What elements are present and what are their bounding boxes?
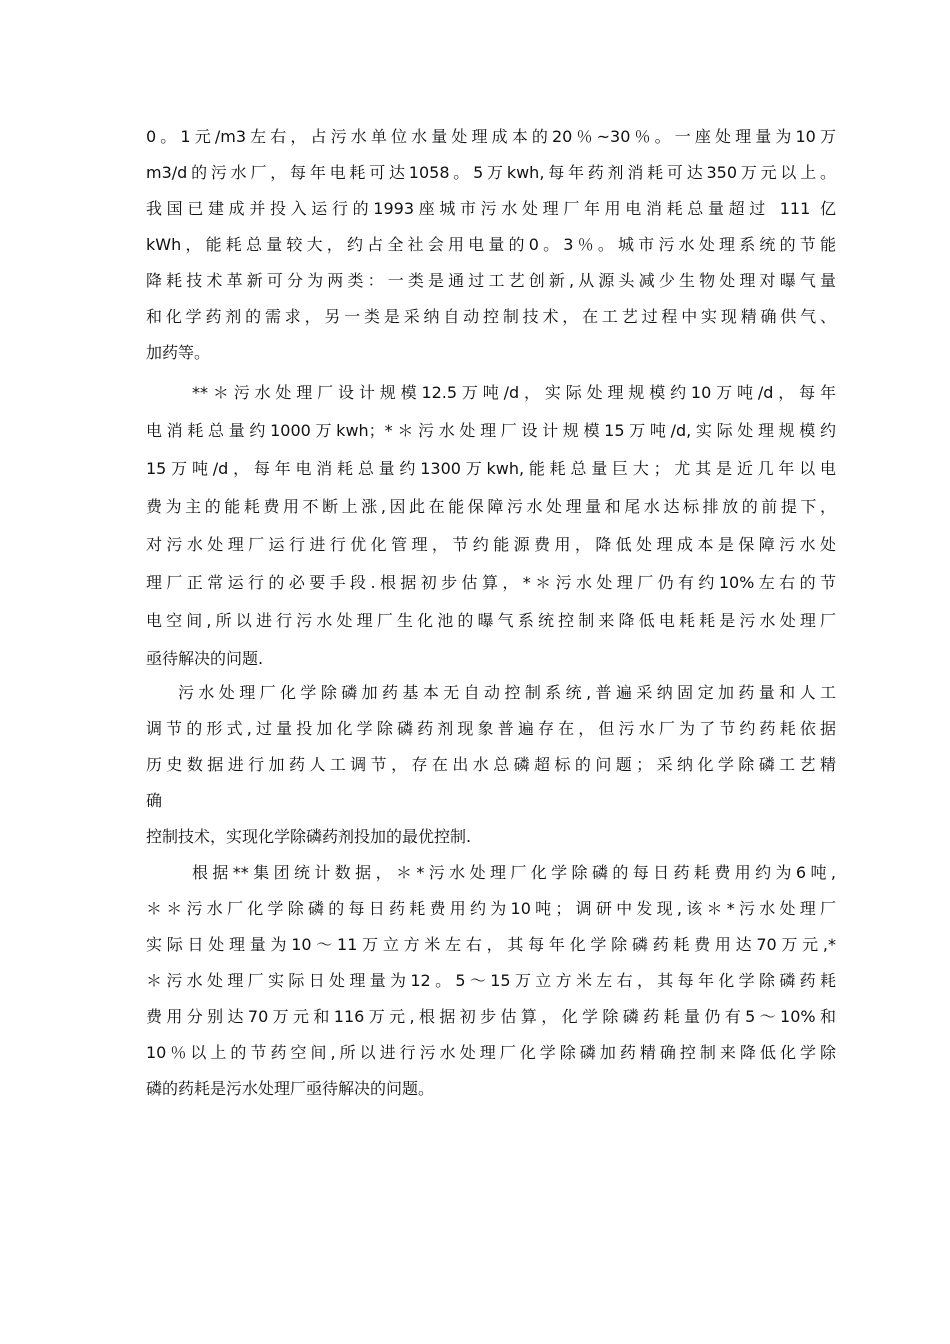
paragraph-4-line-4: ＊污水处理厂实际日处理量为12。5～15万立方米左右，其每年化学除磷药耗 <box>146 971 836 990</box>
paragraph-2-line-8: 亟待解决的问题. <box>146 649 264 668</box>
paragraph-2-line-1: **＊污水处理厂设计规模12.5万吨/d，实际处理规模约10万吨/d，每年 <box>192 383 836 402</box>
paragraph-1-line-7: 加药等。 <box>146 343 211 362</box>
paragraph-2-line-4: 费为主的能耗费用不断上涨,因此在能保障污水处理量和尾水达标排放的前提下， <box>146 497 836 516</box>
paragraph-1-line-5: 降耗技术革新可分为两类：一类是通过工艺创新,从源头减少生物处理对曝气量 <box>146 271 836 290</box>
paragraph-4-line-7: 磷的药耗是污水处理厂亟待解决的问题。 <box>146 1079 435 1098</box>
paragraph-1-line-4: kWh，能耗总量较大，约占全社会用电量的0。3％。城市污水处理系统的节能 <box>146 235 836 254</box>
paragraph-2-line-3: 15万吨/d，每年电消耗总量约1300万kwh,能耗总量巨大；尤其是近几年以电 <box>146 459 836 478</box>
paragraph-3-line-3: 历史数据进行加药人工调节，存在出水总磷超标的问题；采纳化学除磷工艺精 <box>146 755 836 774</box>
paragraph-1-line-6: 和化学药剂的需求，另一类是采纳自动控制技术，在工艺过程中实现精确供气、 <box>146 307 836 326</box>
paragraph-4-line-6: 10％以上的节药空间,所以进行污水处理厂化学除磷加药精确控制来降低化学除 <box>146 1043 836 1062</box>
paragraph-3-line-2: 调节的形式,过量投加化学除磷药剂现象普遍存在，但污水厂为了节约药耗依据 <box>146 719 836 738</box>
paragraph-2-line-5: 对污水处理厂运行进行优化管理，节约能源费用，降低处理成本是保障污水处 <box>146 535 836 554</box>
paragraph-1-line-2: m3/d的污水厂，每年电耗可达1058。5万kwh,每年药剂消耗可达350万元以上。 <box>146 163 836 182</box>
paragraph-3-line-5: 控制技术，实现化学除磷药剂投加的最优控制. <box>146 827 472 846</box>
paragraph-4-line-5: 费用分别达70万元和116万元,根据初步估算，化学除磷药耗量仍有5～10%和 <box>146 1007 836 1026</box>
paragraph-4-line-3: 实际日处理量为10～11万立方米左右，其每年化学除磷药耗费用达70万元,* <box>146 935 836 954</box>
paragraph-1-line-3: 我国已建成并投入运行的1993座城市污水处理厂年用电消耗总量超过 111 亿 <box>146 199 836 218</box>
paragraph-2-line-2: 电消耗总量约1000万kwh；*＊污水处理厂设计规模15万吨/d,实际处理规模约 <box>146 421 836 440</box>
paragraph-4-line-2: ＊＊污水厂化学除磷的每日药耗费用约为10吨；调研中发现,该＊*污水处理厂 <box>146 899 836 918</box>
paragraph-2-line-7: 电空间,所以进行污水处理厂生化池的曝气系统控制来降低电耗耗是污水处理厂 <box>146 611 836 630</box>
paragraph-1-line-1: 0。1元/m3左右，占污水单位水量处理成本的20％~30％。一座处理量为10万 <box>146 127 836 146</box>
paragraph-2-line-6: 理厂正常运行的必要手段.根据初步估算，*＊污水处理厂仍有约10%左右的节 <box>146 573 836 592</box>
paragraph-4-line-1: 根据**集团统计数据，＊*污水处理厂化学除磷的每日药耗费用约为6吨, <box>192 863 836 882</box>
paragraph-3-line-1: 污水处理厂化学除磷加药基本无自动控制系统,普遍采纳固定加药量和人工 <box>178 683 836 702</box>
paragraph-3-line-4: 确 <box>146 791 163 810</box>
